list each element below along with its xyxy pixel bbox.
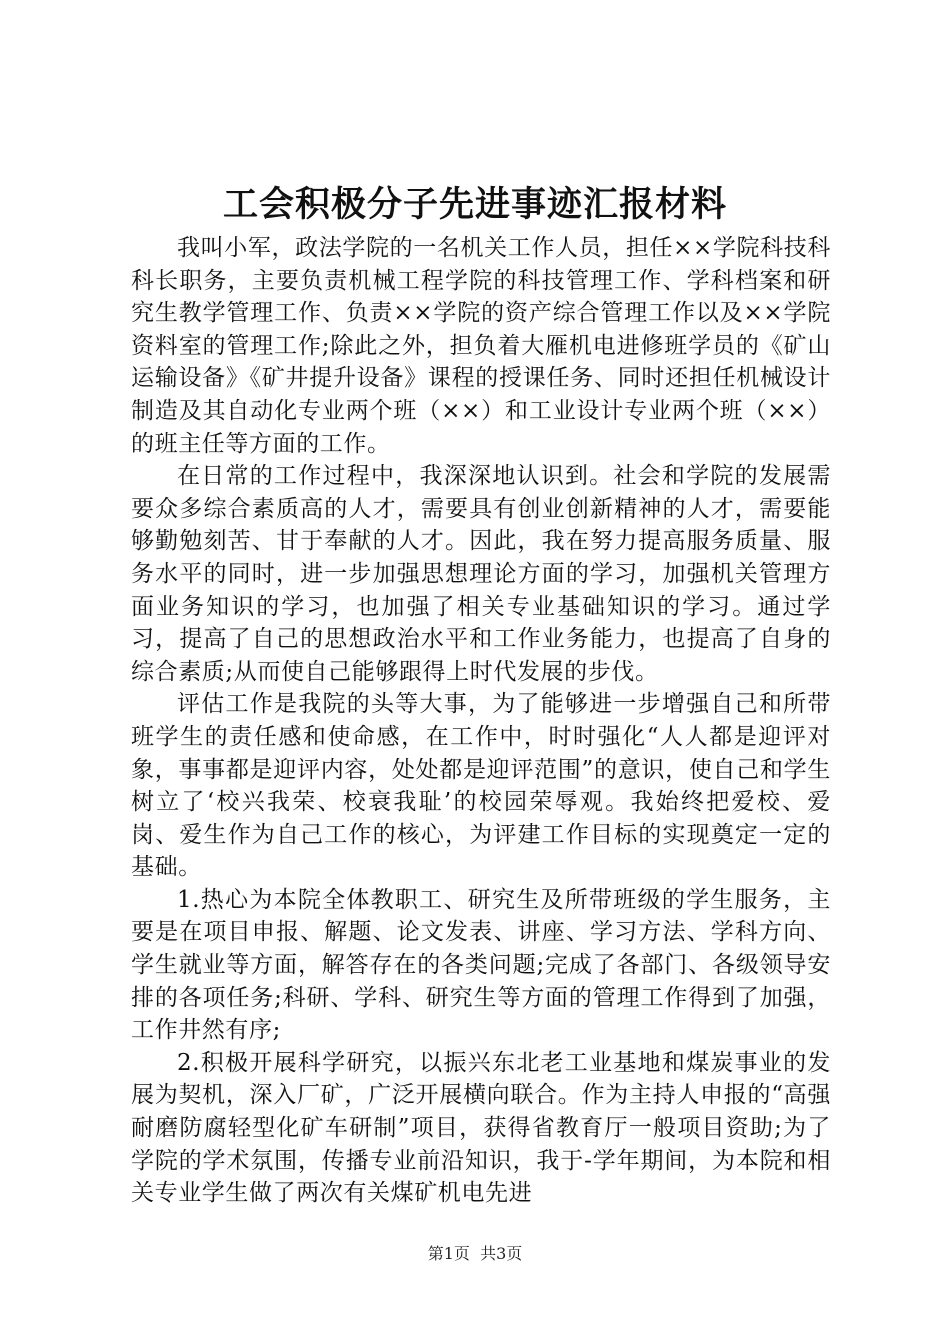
paragraph-item-2: 2.积极开展科学研究，以振兴东北老工业基地和煤炭事业的发展为契机，深入厂矿，广泛开展横向联合。作为主持人申报的“高强耐磨防腐轻型化矿车研制”项目，获得省教育厅一般项目资助;为了学院的学术氛围，传播专业前沿知识，我于-学年期间，为本院和相关专业学生做了两次有关煤矿机电先进 [131,1049,831,1207]
total-pages: 共3页 [480,1244,523,1263]
paragraph-intro: 我叫小军，政法学院的一名机关工作人员，担任××学院科技科科长职务，主要负责机械工程学院的科技管理工作、学科档案和研究生教学管理工作、负责××学院的资产综合管理工作以及××学院资料室的管理工作;除此之外，担负着大雁机电进修班学员的《矿山运输设备》《矿井提升设备》课程的授课任务、同时还担任机械设计制造及其自动化专业两个班（××）和工业设计专业两个班（××）的班主任等方面的工作。 [131,235,831,457]
paragraph-learning: 在日常的工作过程中，我深深地认识到。社会和学院的发展需要众多综合素质高的人才，需要具有创业创新精神的人才，需要能够勤勉刻苦、甘于奉献的人才。因此，我在努力提高服务质量、服务水平的同时，进一步加强思想理论方面的学习，加强机关管理方面业务知识的学习，也加强了相关专业基础知识的学习。通过学习，提高了自己的思想政治水平和工作业务能力，也提高了自身的综合素质;从而使自己能够跟得上时代发展的步伐。 [131,463,831,685]
document-title: 工会积极分子先进事迹汇报材料 [222,185,727,225]
page-footer [0,1243,950,1265]
page-number: 第1页 [427,1244,470,1263]
document-body [131,232,831,1210]
paragraph-item-1: 1.热心为本院全体教职工、研究生及所带班级的学生服务，主要是在项目申报、解题、论文发表、讲座、学习方法、学科方向、学生就业等方面，解答存在的各类问题;完成了各部门、各级领导安排的各项任务;科研、学科、研究生等方面的管理工作得到了加强，工作井然有序; [131,886,831,1044]
paragraph-evaluation: 评估工作是我院的头等大事，为了能够进一步增强自己和所带班学生的责任感和使命感，在工作中，时时强化“人人都是迎评对象，事事都是迎评内容，处处都是迎评范围”的意识，使自己和学生树立了‘校兴我荣、校衰我耻’的校园荣辱观。我始终把爱校、爱岗、爱生作为自己工作的核心，为评建工作目标的实现奠定一定的基础。 [131,691,831,881]
